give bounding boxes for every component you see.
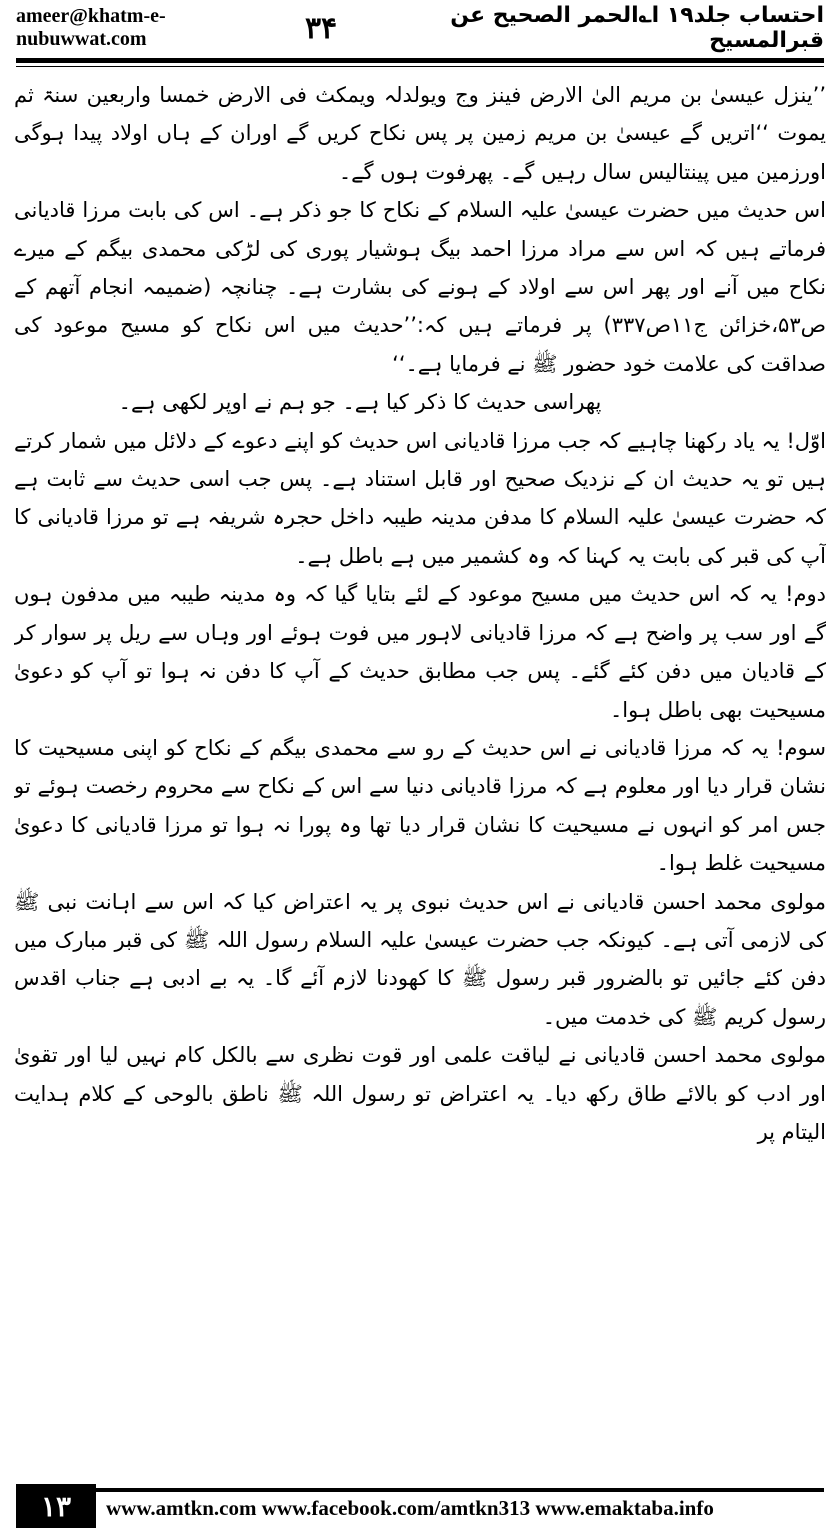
paragraph-nikah: اس حدیث میں حضرت عیسیٰ علیہ السلام کے نکاح کا جو ذکر ہے۔ اس کی بابت مرزا قادیانی فرماتے ہیں کہ اس سے مراد مرزا احمد بیگ ہوشیار پوری کی لڑکی محمدی بیگم کے میرے نکاح میں آنے اور پھر اس سے اولاد کے ہونے کی بشارت ہے۔ چنانچہ (ضمیمہ انجام آتھم کے ص۵۳،خزائن ج۱۱ص۳۳۷) پر فرماتے ہیں کہ:’’حدیث میں اس نکاح کو مسیح موعود کی صداقت کی علامت خود حضور ﷺ نے فرمایا ہے۔‘‘	[14, 198, 826, 376]
paragraph-reply: مولوی محمد احسن قادیانی نے لیاقت علمی اور قوت نظری سے بالکل کام نہیں لیا اور تقویٰ اور ادب کو بالائے طاق رکھ دیا۔ یہ اعتراض تو رسول اللہ ﷺ ناطق بالوحی کے کلام ہدایت الیتام پر	[14, 1043, 826, 1144]
header-rule	[16, 58, 824, 63]
paragraph-third: سوم! یہ کہ مرزا قادیانی نے اس حدیث کے رو سے محمدی بیگم کے نکاح کو اپنی مسیحیت کا نشان قرار دیا اور معلوم ہے کہ مرزا قادیانی دنیا سے اس کے نکاح سے محروم رخصت ہوئے تو جس امر کو انہوں نے مسیحیت کا نشان قرار دیا تھا وہ پورا نہ ہوا تو مرزا قادیانی کا دعویٰ مسیحیت غلط ہوا۔	[14, 735, 826, 876]
header-rule-thin	[16, 66, 824, 67]
paragraph-hadith: ’’ینزل عیسیٰ بن مریم الیٰ الارض فینز وج ویولدلہ ویمکث فی الارض خمسا واربعین سنۃ ثم یموت ‘‘اتریں گے عیسیٰ بن مریم زمین پر پس نکاح کریں گے اوران کے ہاں اولاد پیدا ہوگی اورزمین میں پینتالیس سال رہیں گے۔ پھرفوت ہوں گے۔	[14, 83, 826, 184]
body-text	[14, 76, 826, 1456]
paragraph-second: دوم! یہ کہ اس حدیث میں مسیح موعود کے لئے بتایا گیا کہ وہ مدینہ طیبہ میں مدفون ہوں گے اور سب پر واضح ہے کہ مرزا قادیانی لاہور میں فوت ہوئے اور وہاں سے ریل پر سوار کر کے قادیان میں دفن کئے گئے۔ پس جب مطابق حدیث کے آپ کا دفن نہ ہوا تو آپ کو دعویٰ مسیحیت بھی باطل ہوا۔	[14, 582, 826, 722]
paragraph-first: اوّل! یہ یاد رکھنا چاہیے کہ جب مرزا قادیانی اس حدیث کو اپنے دعوے کے دلائل میں شمار کرتے ہیں تو یہ حدیث ان کے نزدیک صحیح اور قابل استناد ہے۔ پس جب اسی حدیث سے ثابت ہے کہ حضرت عیسیٰ علیہ السلام کا مدفن مدینہ طیبہ داخل حجرہ شریفہ ہے تو مرزا قادیانی کا آپ کی قبر کی بابت یہ کہنا کہ وہ کشمیر میں ہے باطل ہے۔	[14, 428, 826, 568]
footer-rule	[96, 1488, 824, 1492]
paragraph-objection: مولوی محمد احسن قادیانی نے اس حدیث نبوی پر یہ اعتراض کیا کہ اس سے اہانت نبی ﷺ کی لازمی آتی ہے۔ کیونکہ جب حضرت عیسیٰ علیہ السلام رسول اللہ ﷺ کی قبر مبارک میں دفن کئے جائیں تو بالضرور قبر رسول ﷺ کا کھودنا لازم آئے گا۔ یہ بے ادبی ہے جناب اقدس رسول کریم ﷺ کی خدمت میں۔	[14, 889, 826, 1029]
footer-links: www.amtkn.com www.facebook.com/amtkn313 www.emaktaba.info	[106, 1496, 714, 1520]
header-email: ameer@khatm-e-nubuwwat.com	[16, 5, 166, 50]
header-title: احتساب جلد۱۹ ا؎الحمر الصحیح عن قبرالمسیح	[450, 3, 824, 53]
footer-page-number: ۱۳	[16, 1484, 96, 1528]
paragraph-mention: پھراسی حدیث کا ذکر کیا ہے۔ جو ہم نے اوپر لکھی ہے۔	[118, 390, 602, 415]
page-footer	[16, 1484, 824, 1532]
page-header	[16, 3, 824, 53]
header-page-number: ۳۴	[304, 10, 338, 46]
